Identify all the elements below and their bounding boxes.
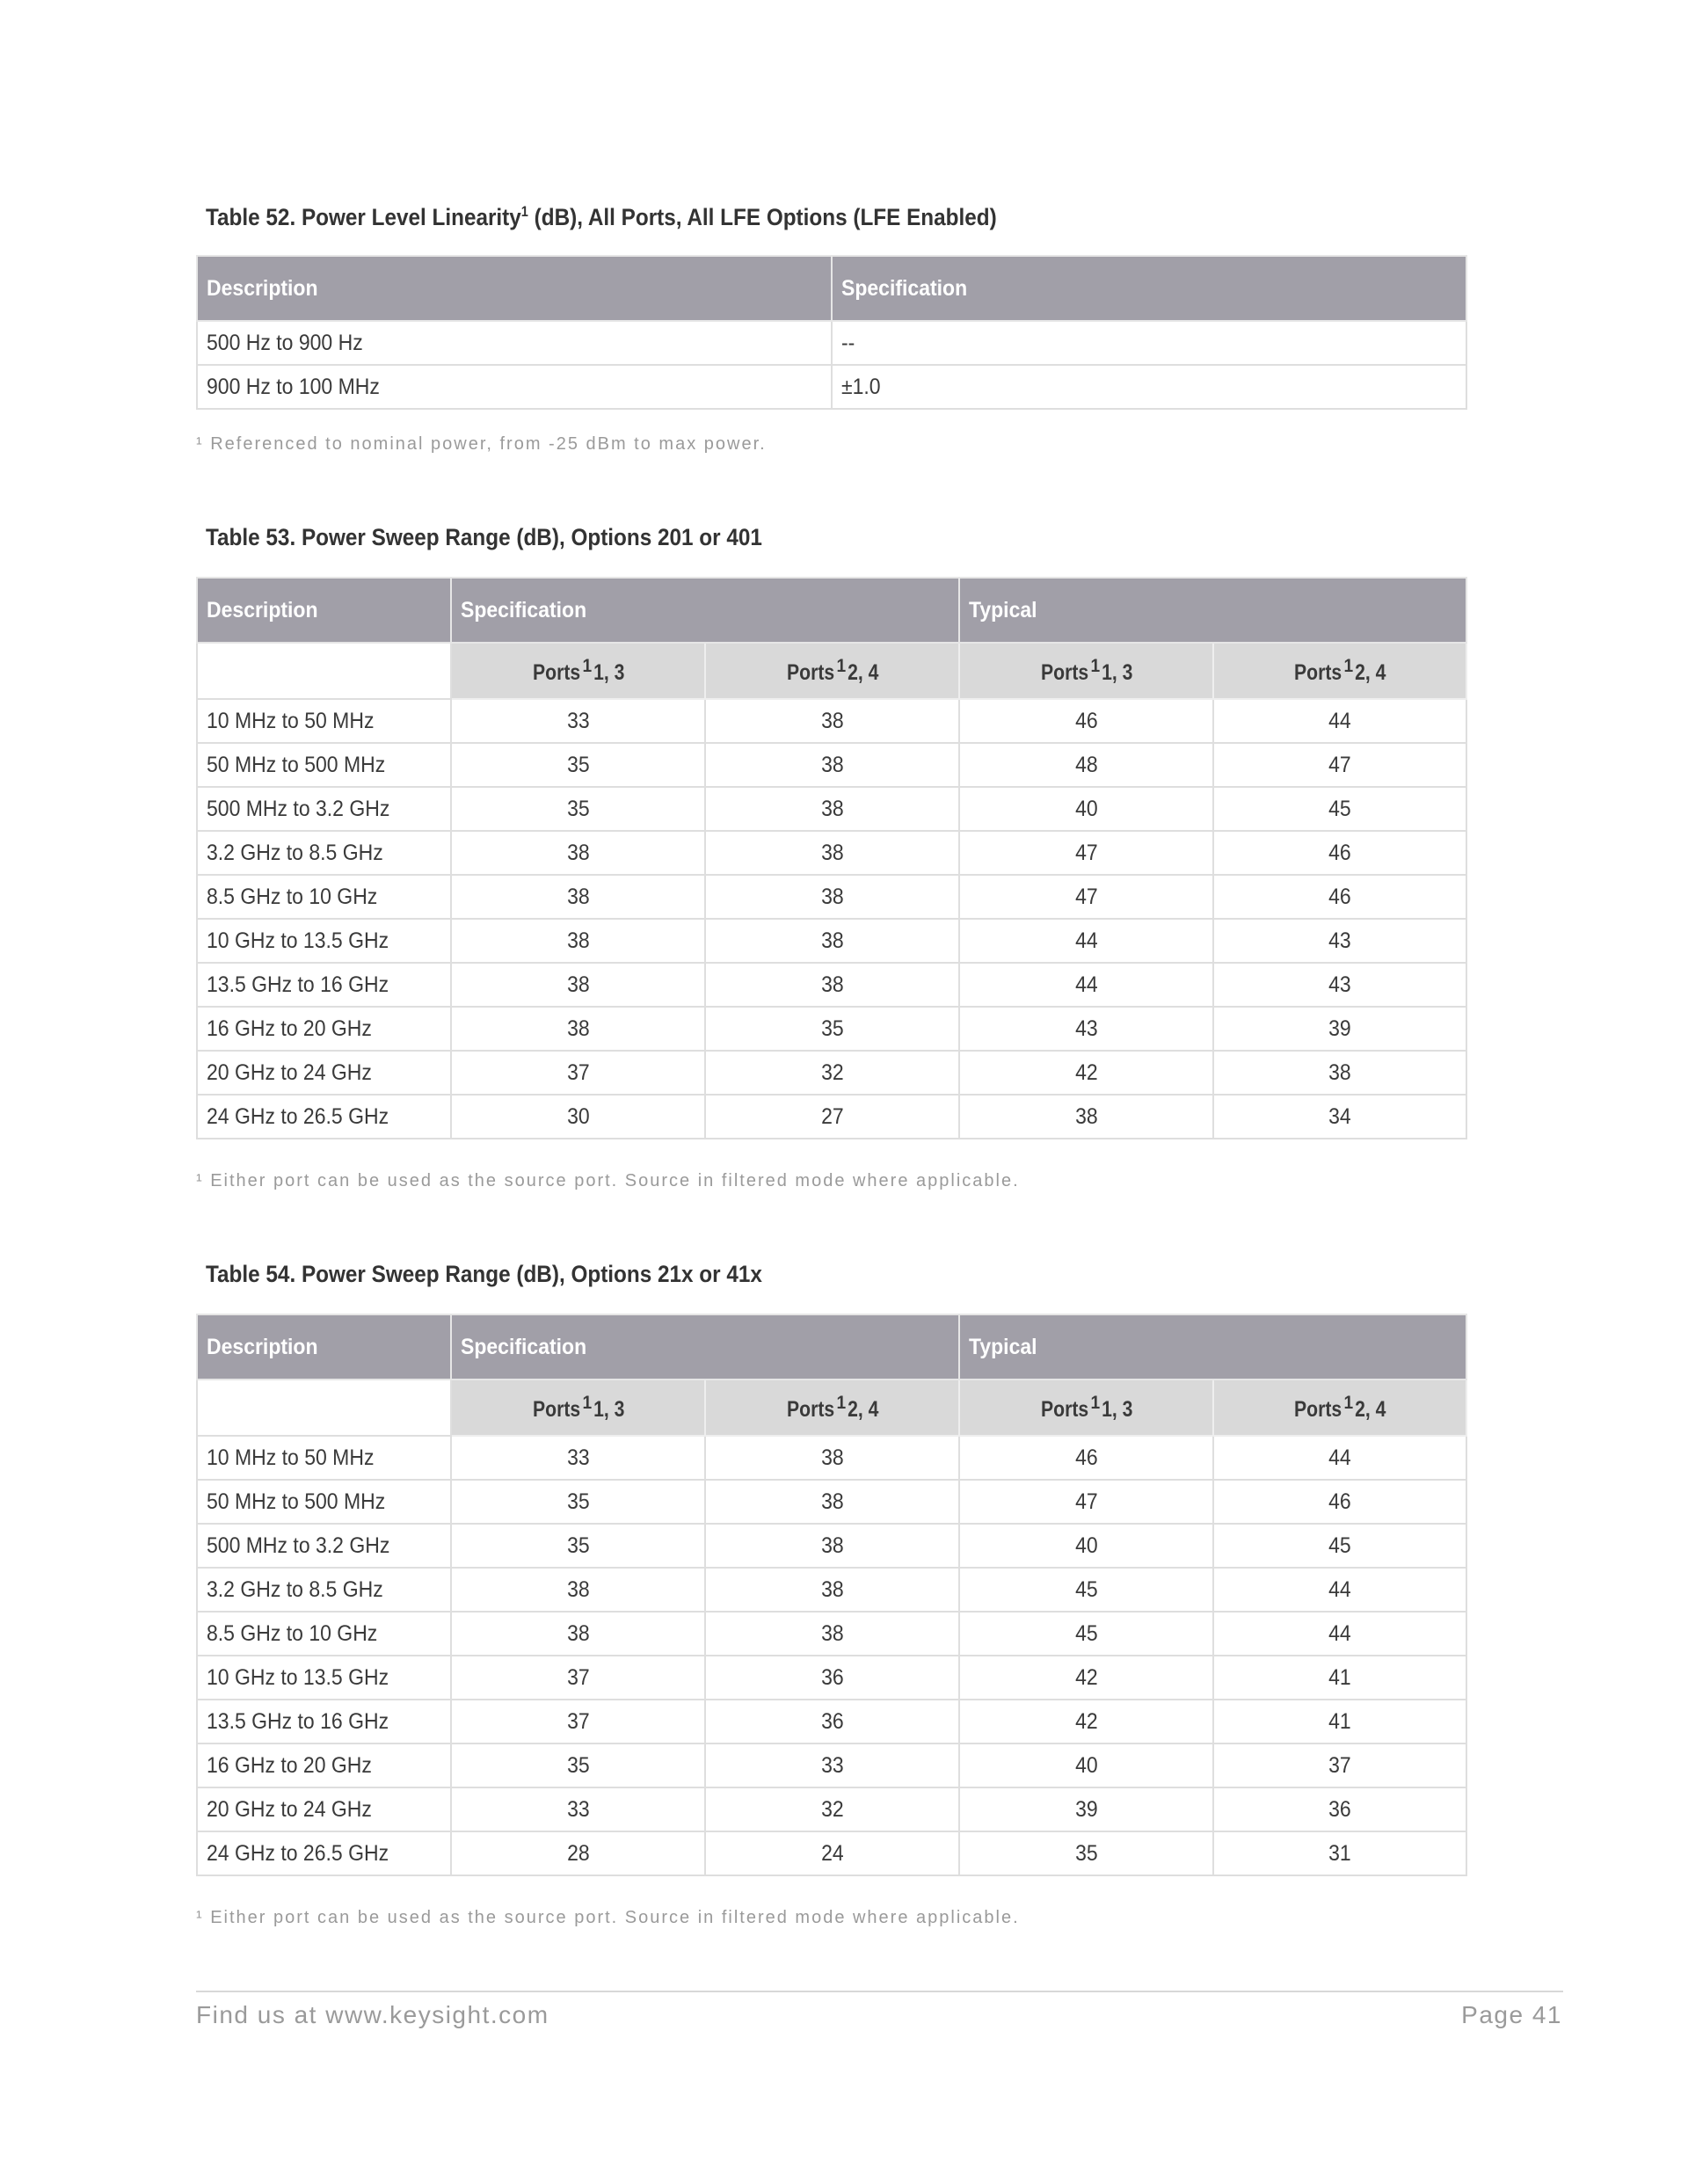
row-value: 44 bbox=[959, 963, 1213, 1007]
table-row bbox=[197, 321, 1466, 365]
table-52-footnote: ¹ Referenced to nominal power, from -25 dBm to max power. bbox=[196, 434, 767, 454]
table-53 bbox=[196, 577, 1467, 1139]
row-description: 8.5 GHz to 10 GHz bbox=[197, 1612, 451, 1656]
footer-page-number: Page 41 bbox=[1461, 2001, 1562, 2028]
table-header-row bbox=[197, 1314, 1466, 1380]
row-value: 32 bbox=[705, 1787, 959, 1831]
row-value: 40 bbox=[959, 787, 1213, 831]
row-value: 38 bbox=[705, 1524, 959, 1568]
table-header-row bbox=[197, 578, 1466, 643]
row-value: 35 bbox=[451, 743, 705, 787]
row-value: 42 bbox=[959, 1656, 1213, 1700]
row-value: 44 bbox=[959, 919, 1213, 963]
row-value: 35 bbox=[705, 1007, 959, 1051]
row-value: 31 bbox=[1213, 1831, 1466, 1875]
row-value: 40 bbox=[959, 1524, 1213, 1568]
table-row bbox=[197, 1787, 1466, 1831]
row-value: 24 bbox=[705, 1831, 959, 1875]
table-row bbox=[197, 1095, 1466, 1139]
row-value: 28 bbox=[451, 1831, 705, 1875]
row-value: 42 bbox=[959, 1700, 1213, 1744]
row-value: 43 bbox=[1213, 963, 1466, 1007]
subheader-ports: Ports $^1$1, 3 bbox=[451, 1380, 705, 1436]
row-value: 37 bbox=[1213, 1744, 1466, 1787]
row-value: 33 bbox=[451, 699, 705, 743]
subheader-ports: Ports $^1$2, 4 bbox=[1213, 1380, 1466, 1436]
table-header-row bbox=[197, 256, 1466, 321]
table-52-caption-text: Table 52. Power Level Linearity bbox=[206, 204, 521, 230]
row-value: 38 bbox=[451, 1612, 705, 1656]
subheader-ports: Ports $^1$2, 4 bbox=[705, 643, 959, 699]
subheader-blank bbox=[197, 643, 451, 699]
column-header-specification: Specification bbox=[451, 1314, 959, 1380]
row-value: 39 bbox=[959, 1787, 1213, 1831]
row-value: 38 bbox=[705, 1612, 959, 1656]
row-value: 46 bbox=[1213, 831, 1466, 875]
row-value: 33 bbox=[451, 1436, 705, 1480]
row-value: 36 bbox=[705, 1656, 959, 1700]
table-subheader-row bbox=[197, 643, 1466, 699]
row-value: 46 bbox=[959, 1436, 1213, 1480]
table-row bbox=[197, 919, 1466, 963]
row-description: 10 GHz to 13.5 GHz bbox=[197, 1656, 451, 1700]
row-value: 37 bbox=[451, 1656, 705, 1700]
row-value: 37 bbox=[451, 1051, 705, 1095]
row-value: 27 bbox=[705, 1095, 959, 1139]
row-value: 36 bbox=[705, 1700, 959, 1744]
row-value: 47 bbox=[1213, 743, 1466, 787]
row-value: 36 bbox=[1213, 1787, 1466, 1831]
row-value: 38 bbox=[705, 831, 959, 875]
row-value: 38 bbox=[705, 875, 959, 919]
column-header-specification: Specification bbox=[832, 256, 1466, 321]
subheader-blank bbox=[197, 1380, 451, 1436]
row-description: 10 MHz to 50 MHz bbox=[197, 699, 451, 743]
table-row bbox=[197, 1436, 1466, 1480]
row-value: 45 bbox=[1213, 787, 1466, 831]
row-description: 50 MHz to 500 MHz bbox=[197, 1480, 451, 1524]
row-value: 34 bbox=[1213, 1095, 1466, 1139]
table-row bbox=[197, 1524, 1466, 1568]
table-row bbox=[197, 831, 1466, 875]
column-header-typical: Typical bbox=[959, 578, 1466, 643]
row-value: 39 bbox=[1213, 1007, 1466, 1051]
table-row bbox=[197, 1656, 1466, 1700]
row-value: 43 bbox=[1213, 919, 1466, 963]
column-header-description: Description bbox=[197, 256, 832, 321]
table-subheader-row bbox=[197, 1380, 1466, 1436]
row-description: 500 MHz to 3.2 GHz bbox=[197, 1524, 451, 1568]
row-value: 41 bbox=[1213, 1700, 1466, 1744]
row-value: 38 bbox=[705, 1568, 959, 1612]
table-row bbox=[197, 1480, 1466, 1524]
row-value: 38 bbox=[959, 1095, 1213, 1139]
subheader-ports: Ports $^1$1, 3 bbox=[959, 643, 1213, 699]
table-52 bbox=[196, 255, 1467, 410]
row-description: 13.5 GHz to 16 GHz bbox=[197, 963, 451, 1007]
table-row bbox=[197, 743, 1466, 787]
row-description: 20 GHz to 24 GHz bbox=[197, 1787, 451, 1831]
row-description: 24 GHz to 26.5 GHz bbox=[197, 1095, 451, 1139]
row-value: 38 bbox=[705, 699, 959, 743]
row-value: 37 bbox=[451, 1700, 705, 1744]
table-54 bbox=[196, 1314, 1467, 1876]
table-row bbox=[197, 1568, 1466, 1612]
row-value: 33 bbox=[705, 1744, 959, 1787]
row-value: 47 bbox=[959, 1480, 1213, 1524]
row-description: 500 MHz to 3.2 GHz bbox=[197, 787, 451, 831]
table-row bbox=[197, 699, 1466, 743]
table-53-caption: Table 53. Power Sweep Range (dB), Options 201 or 401 bbox=[206, 524, 762, 550]
row-value: 40 bbox=[959, 1744, 1213, 1787]
column-header-typical: Typical bbox=[959, 1314, 1466, 1380]
column-header-description: Description bbox=[197, 1314, 451, 1380]
row-value: 38 bbox=[451, 875, 705, 919]
row-value: 38 bbox=[705, 743, 959, 787]
row-description: 20 GHz to 24 GHz bbox=[197, 1051, 451, 1095]
row-value: 35 bbox=[451, 787, 705, 831]
row-value: 47 bbox=[959, 831, 1213, 875]
column-header-specification: Specification bbox=[451, 578, 959, 643]
column-header-description: Description bbox=[197, 578, 451, 643]
row-value: 38 bbox=[451, 831, 705, 875]
table-row bbox=[197, 1700, 1466, 1744]
table-row bbox=[197, 1831, 1466, 1875]
table-52-caption bbox=[206, 204, 997, 231]
row-value: 38 bbox=[705, 963, 959, 1007]
row-value: 35 bbox=[959, 1831, 1213, 1875]
row-value: 41 bbox=[1213, 1656, 1466, 1700]
row-value: 35 bbox=[451, 1744, 705, 1787]
table-row bbox=[197, 963, 1466, 1007]
footer-divider bbox=[196, 1991, 1563, 1992]
row-value: 35 bbox=[451, 1524, 705, 1568]
row-value: 32 bbox=[705, 1051, 959, 1095]
subheader-ports: Ports $^1$2, 4 bbox=[705, 1380, 959, 1436]
table-row bbox=[197, 1007, 1466, 1051]
row-description: 24 GHz to 26.5 GHz bbox=[197, 1831, 451, 1875]
row-description: 3.2 GHz to 8.5 GHz bbox=[197, 1568, 451, 1612]
table-52-caption-rest: (dB), All Ports, All LFE Options (LFE Enabled) bbox=[528, 204, 997, 230]
table-row bbox=[197, 1612, 1466, 1656]
row-value: 33 bbox=[451, 1787, 705, 1831]
row-value: 38 bbox=[1213, 1051, 1466, 1095]
row-value: 47 bbox=[959, 875, 1213, 919]
row-description: 900 Hz to 100 MHz bbox=[197, 365, 832, 409]
row-value: 45 bbox=[959, 1612, 1213, 1656]
row-value: 44 bbox=[1213, 699, 1466, 743]
row-value: 44 bbox=[1213, 1568, 1466, 1612]
row-description: 10 GHz to 13.5 GHz bbox=[197, 919, 451, 963]
row-description: 10 MHz to 50 MHz bbox=[197, 1436, 451, 1480]
row-value: 44 bbox=[1213, 1612, 1466, 1656]
row-value: 38 bbox=[451, 963, 705, 1007]
row-value: 46 bbox=[1213, 1480, 1466, 1524]
row-description: 16 GHz to 20 GHz bbox=[197, 1007, 451, 1051]
row-value: 38 bbox=[451, 919, 705, 963]
row-value: 38 bbox=[451, 1568, 705, 1612]
row-value: 45 bbox=[959, 1568, 1213, 1612]
row-value: 38 bbox=[705, 1436, 959, 1480]
row-value: 38 bbox=[451, 1007, 705, 1051]
row-value: 43 bbox=[959, 1007, 1213, 1051]
table-row bbox=[197, 1744, 1466, 1787]
table-row bbox=[197, 365, 1466, 409]
row-description: 500 Hz to 900 Hz bbox=[197, 321, 832, 365]
table-row bbox=[197, 875, 1466, 919]
row-description: 16 GHz to 20 GHz bbox=[197, 1744, 451, 1787]
row-description: 13.5 GHz to 16 GHz bbox=[197, 1700, 451, 1744]
row-value: 38 bbox=[705, 919, 959, 963]
table-row bbox=[197, 1051, 1466, 1095]
row-value: 46 bbox=[1213, 875, 1466, 919]
footnote-marker: 1 bbox=[520, 204, 528, 220]
footer-website-link[interactable]: Find us at www.keysight.com bbox=[196, 2001, 549, 2028]
row-value: 38 bbox=[705, 1480, 959, 1524]
row-value: 48 bbox=[959, 743, 1213, 787]
table-row bbox=[197, 787, 1466, 831]
row-value: 46 bbox=[959, 699, 1213, 743]
row-value: 44 bbox=[1213, 1436, 1466, 1480]
row-value: 38 bbox=[705, 787, 959, 831]
row-value: 42 bbox=[959, 1051, 1213, 1095]
row-description: 3.2 GHz to 8.5 GHz bbox=[197, 831, 451, 875]
row-value: 45 bbox=[1213, 1524, 1466, 1568]
row-description: 8.5 GHz to 10 GHz bbox=[197, 875, 451, 919]
subheader-ports: Ports $^1$1, 3 bbox=[959, 1380, 1213, 1436]
row-description: 50 MHz to 500 MHz bbox=[197, 743, 451, 787]
subheader-ports: Ports $^1$1, 3 bbox=[451, 643, 705, 699]
row-specification: ±1.0 bbox=[832, 365, 1466, 409]
row-value: 35 bbox=[451, 1480, 705, 1524]
table-53-footnote: ¹ Either port can be used as the source port. Source in filtered mode where applicable. bbox=[196, 1171, 1020, 1190]
row-value: 30 bbox=[451, 1095, 705, 1139]
subheader-ports: Ports $^1$2, 4 bbox=[1213, 643, 1466, 699]
row-specification: -- bbox=[832, 321, 1466, 365]
table-54-footnote: ¹ Either port can be used as the source port. Source in filtered mode where applicable. bbox=[196, 1908, 1020, 1927]
table-54-caption: Table 54. Power Sweep Range (dB), Options 21x or 41x bbox=[206, 1261, 762, 1287]
